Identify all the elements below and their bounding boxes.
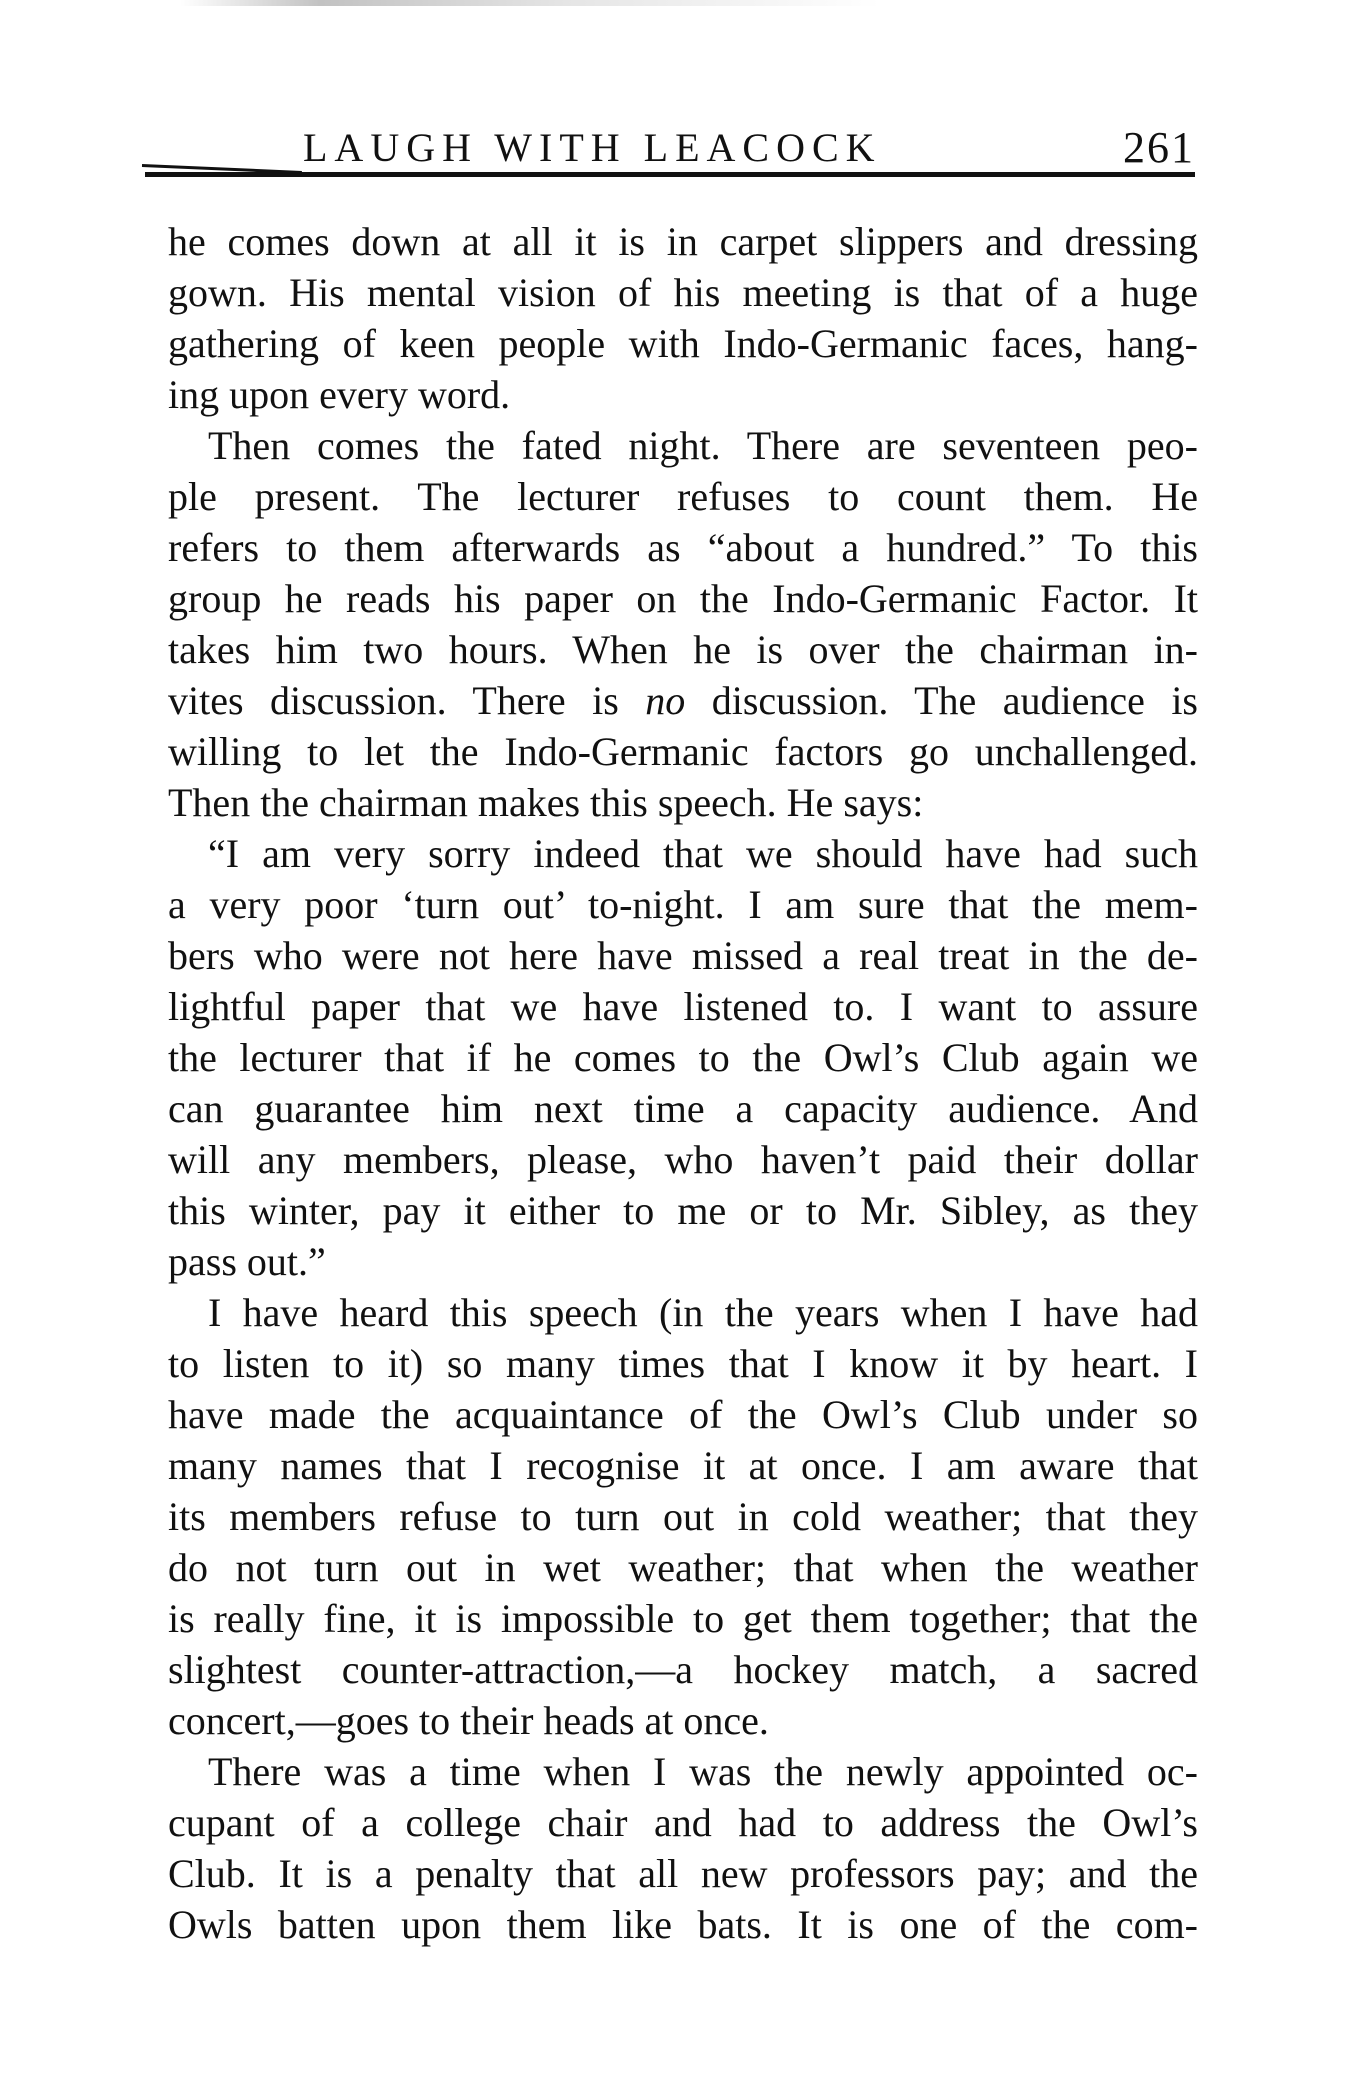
text-line: to listen to it) so many times that I know it by heart. I <box>168 1341 1198 1386</box>
text-line: this winter, pay it either to me or to Mr. Sibley, as they <box>168 1188 1198 1233</box>
page-number: 261 <box>1123 123 1195 172</box>
scan-artifact <box>180 0 880 6</box>
text-line: gown. His mental vision of his meeting is that of a huge <box>168 270 1198 315</box>
text-line: slightest counter-attraction,—a hockey match, a sacred <box>168 1647 1198 1692</box>
text-line: the lecturer that if he comes to the Owl’s Club again we <box>168 1035 1198 1080</box>
text-line: many names that I recognise it at once. I am aware that <box>168 1443 1198 1488</box>
text-line: willing to let the Indo-Germanic factors go unchallenged. <box>168 729 1198 774</box>
text-line: gathering of keen people with Indo-Germanic faces, hang- <box>168 321 1198 366</box>
text-line: its members refuse to turn out in cold weather; that they <box>168 1494 1198 1539</box>
text-line: Club. It is a penalty that all new professors pay; and the <box>168 1851 1198 1896</box>
text-line: bers who were not here have missed a real treat in the de- <box>168 933 1198 978</box>
text-line: lightful paper that we have listened to. I want to assure <box>168 984 1198 1029</box>
text-line: concert,—goes to their heads at once. <box>168 1698 769 1743</box>
text-line: group he reads his paper on the Indo-Germanic Factor. It <box>168 576 1198 621</box>
text-line: have made the acquaintance of the Owl’s Club under so <box>168 1392 1198 1437</box>
header-rule <box>145 172 1195 177</box>
emphasis: no <box>645 678 686 723</box>
text-line: is really fine, it is impossible to get them together; that the <box>168 1596 1198 1641</box>
text-line: takes him two hours. When he is over the chairman in- <box>168 627 1198 672</box>
text-line: Then comes the fated night. There are seventeen peo- <box>208 423 1198 468</box>
text-line: vites discussion. There is no discussion. The audience is <box>168 678 1198 723</box>
text-line: refers to them afterwards as “about a hundred.” To this <box>168 525 1198 570</box>
text-line: Then the chairman makes this speech. He says: <box>168 780 924 825</box>
text-line: he comes down at all it is in carpet slippers and dressing <box>168 219 1198 264</box>
text-line: “I am very sorry indeed that we should have had such <box>208 831 1198 876</box>
text-line: ple present. The lecturer refuses to count them. He <box>168 474 1198 519</box>
text-line: a very poor ‘turn out’ to-night. I am sure that the mem- <box>168 882 1198 927</box>
text-line: will any members, please, who haven’t paid their dollar <box>168 1137 1198 1182</box>
text-line: pass out.” <box>168 1239 326 1284</box>
text-line: can guarantee him next time a capacity audience. And <box>168 1086 1198 1131</box>
body-text <box>168 216 1198 1950</box>
text-line: There was a time when I was the newly appointed oc- <box>208 1749 1198 1794</box>
text-line: I have heard this speech (in the years when I have had <box>208 1290 1198 1335</box>
text-line: ing upon every word. <box>168 372 511 417</box>
text-line: cupant of a college chair and had to address the Owl’s <box>168 1800 1198 1845</box>
text-line: Owls batten upon them like bats. It is one of the com- <box>168 1902 1198 1947</box>
text-line: do not turn out in wet weather; that when the weather <box>168 1545 1198 1590</box>
running-head: LAUGH WITH LEACOCK <box>303 125 882 170</box>
page-header <box>145 118 1195 178</box>
